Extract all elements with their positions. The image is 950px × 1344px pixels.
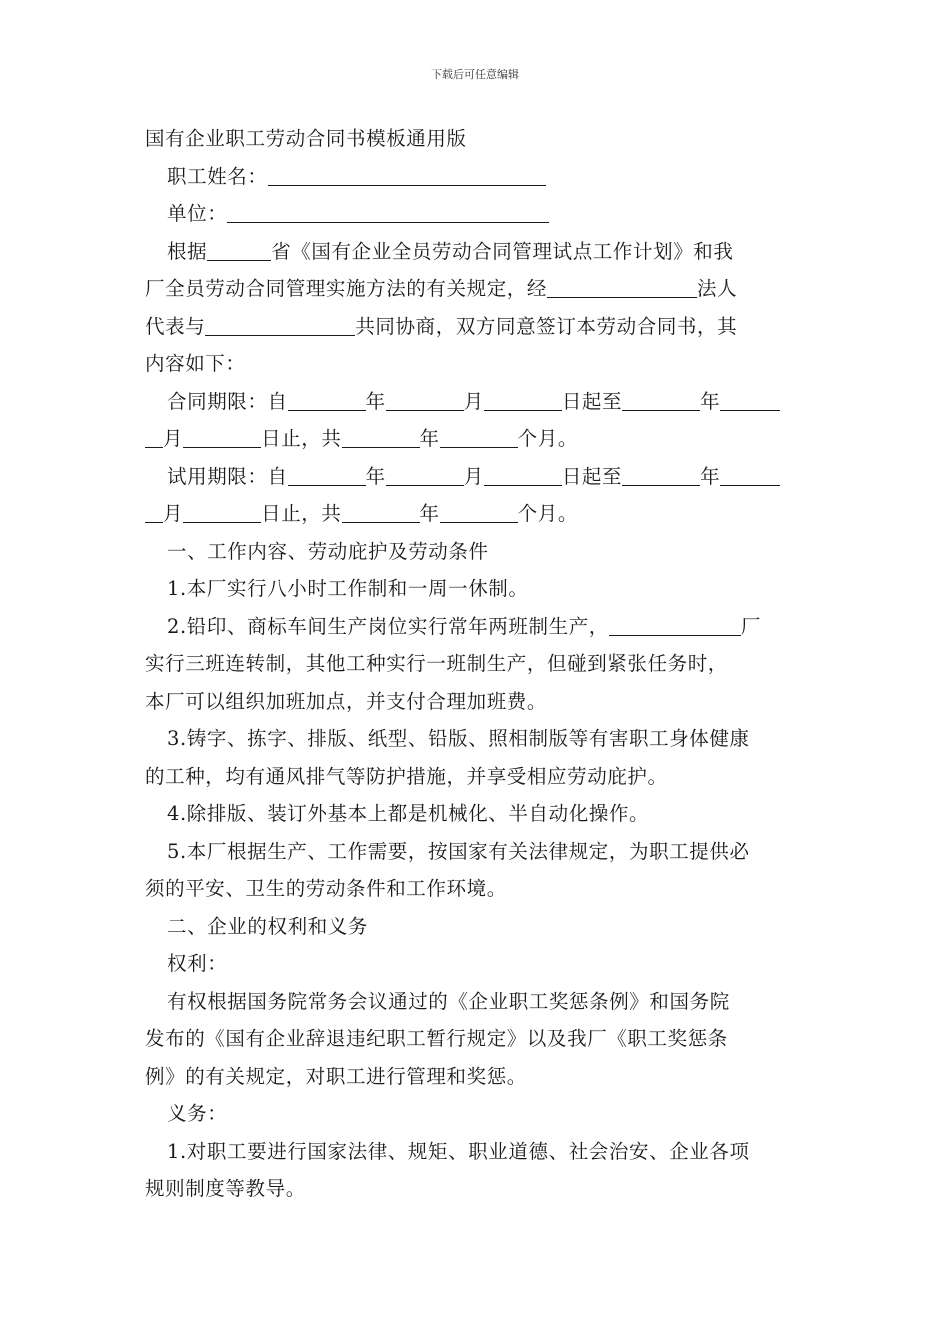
intro-text: 省《国有企业全员劳动合同管理试点工作计划》和我 bbox=[271, 239, 734, 263]
section2-heading: 二、企业的权利和义务 bbox=[167, 914, 369, 938]
trial-period-label: 试用期限：自 bbox=[167, 464, 288, 488]
end-month-blank[interactable] bbox=[720, 386, 780, 411]
trial-start-day-blank[interactable] bbox=[484, 461, 562, 486]
section1-item5-line1: 5.本厂根据生产、工作需要，按国家有关法律规定，为职工提供必 bbox=[167, 839, 750, 863]
name-field-row bbox=[145, 158, 810, 196]
trial-total-month-blank[interactable] bbox=[440, 498, 518, 523]
item-text: 2.铅印、商标车间生产岗位实行常年两班制生产， bbox=[167, 614, 609, 638]
unit-text: 月 bbox=[163, 427, 184, 450]
rights-line1: 有权根据国务院常务会议通过的《企业职工奖惩条例》和国务院 bbox=[167, 989, 730, 1013]
document-body bbox=[145, 120, 810, 1208]
end-month-blank-cont[interactable] bbox=[145, 423, 163, 448]
intro-text: 代表与 bbox=[145, 314, 206, 338]
trial-period-line-2 bbox=[145, 495, 810, 533]
trial-end-day-blank[interactable] bbox=[183, 498, 261, 523]
unit-blank[interactable] bbox=[227, 198, 549, 223]
intro-line-2 bbox=[145, 270, 810, 308]
item-text: 厂 bbox=[740, 614, 762, 638]
start-day-blank[interactable] bbox=[484, 386, 562, 411]
unit-label: 单位： bbox=[167, 202, 228, 225]
total-month-blank[interactable] bbox=[440, 423, 518, 448]
section1-item5-line2: 须的平安、卫生的劳动条件和工作环境。 bbox=[145, 877, 507, 900]
trial-start-month-blank[interactable] bbox=[386, 461, 464, 486]
unit-text: 年 bbox=[365, 464, 386, 488]
section1-item2-line1 bbox=[145, 608, 810, 646]
trial-period-line-1 bbox=[145, 458, 810, 496]
unit-text: 年 bbox=[700, 389, 721, 413]
end-day-blank[interactable] bbox=[183, 423, 261, 448]
trial-start-year-blank[interactable] bbox=[288, 461, 366, 486]
contract-period-label: 合同期限：自 bbox=[167, 389, 288, 413]
unit-field-row bbox=[145, 195, 810, 233]
worker-blank[interactable] bbox=[205, 311, 355, 336]
section1-item1: 1.本厂实行八小时工作制和一周一休制。 bbox=[167, 577, 529, 600]
intro-text: 厂全员劳动合同管理实施方法的有关规定，经 bbox=[145, 277, 548, 300]
trial-total-year-blank[interactable] bbox=[342, 498, 420, 523]
unit-text: 月 bbox=[163, 502, 184, 525]
total-year-blank[interactable] bbox=[342, 423, 420, 448]
duties-label: 义务： bbox=[167, 1102, 228, 1125]
section1-item2-line2: 实行三班连转制，其他工种实行一班制生产，但碰到紧张任务时， bbox=[145, 652, 728, 675]
intro-line-4: 内容如下： bbox=[145, 352, 246, 375]
intro-line-1 bbox=[145, 233, 810, 271]
section1-item3-line2: 的工种，均有通风排气等防护措施，并享受相应劳动庇护。 bbox=[145, 764, 668, 788]
unit-text: 日止，共 bbox=[261, 427, 342, 450]
start-month-blank[interactable] bbox=[386, 386, 464, 411]
trial-end-month-blank-cont[interactable] bbox=[145, 498, 163, 523]
intro-line-3 bbox=[145, 308, 810, 346]
unit-text: 年 bbox=[419, 502, 440, 525]
trial-end-month-blank[interactable] bbox=[720, 461, 780, 486]
section1-heading: 一、工作内容、劳动庇护及劳动条件 bbox=[167, 539, 489, 563]
name-blank[interactable] bbox=[268, 161, 546, 186]
duty1-line1: 1.对职工要进行国家法律、规矩、职业道德、社会治安、企业各项 bbox=[167, 1139, 750, 1163]
end-year-blank[interactable] bbox=[622, 386, 700, 411]
page-header: 下载后可任意编辑 bbox=[431, 68, 519, 81]
intro-text: 共同协商，双方同意签订本劳动合同书，其 bbox=[355, 314, 738, 338]
unit-text: 日止，共 bbox=[261, 502, 342, 525]
intro-text: 法人 bbox=[697, 277, 738, 300]
section1-item3-line1: 3.铸字、拣字、排版、纸型、铅版、照相制版等有害职工身体健康 bbox=[167, 727, 750, 750]
province-blank[interactable] bbox=[207, 236, 271, 261]
start-year-blank[interactable] bbox=[288, 386, 366, 411]
section1-item4: 4.除排版、装订外基本上都是机械化、半自动化操作。 bbox=[167, 802, 650, 825]
contract-period-line-1 bbox=[145, 383, 810, 421]
name-label: 职工姓名： bbox=[167, 164, 268, 188]
unit-text: 个月。 bbox=[517, 502, 578, 525]
unit-text: 年 bbox=[365, 389, 386, 413]
section1-item2-line3: 本厂可以组织加班加点，并支付合理加班费。 bbox=[145, 689, 548, 713]
trial-end-year-blank[interactable] bbox=[622, 461, 700, 486]
unit-text: 个月。 bbox=[517, 427, 578, 450]
enterprise-blank[interactable] bbox=[547, 273, 697, 298]
unit-text: 月 bbox=[463, 389, 484, 413]
unit-text: 月 bbox=[463, 464, 484, 488]
workshop-blank[interactable] bbox=[609, 611, 741, 636]
contract-period-line-2 bbox=[145, 420, 810, 458]
unit-text: 日起至 bbox=[561, 389, 623, 413]
rights-label: 权利： bbox=[167, 952, 228, 975]
rights-line3: 例》的有关规定，对职工进行管理和奖惩。 bbox=[145, 1064, 527, 1088]
unit-text: 年 bbox=[700, 464, 721, 488]
rights-line2: 发布的《国有企业辞退违纪职工暂行规定》以及我厂《职工奖惩条 bbox=[145, 1027, 728, 1050]
duty1-line2: 规则制度等教导。 bbox=[145, 1177, 306, 1200]
intro-text: 根据 bbox=[167, 239, 208, 263]
unit-text: 年 bbox=[419, 427, 440, 450]
document-title: 国有企业职工劳动合同书模板通用版 bbox=[145, 127, 467, 150]
unit-text: 日起至 bbox=[561, 464, 623, 488]
